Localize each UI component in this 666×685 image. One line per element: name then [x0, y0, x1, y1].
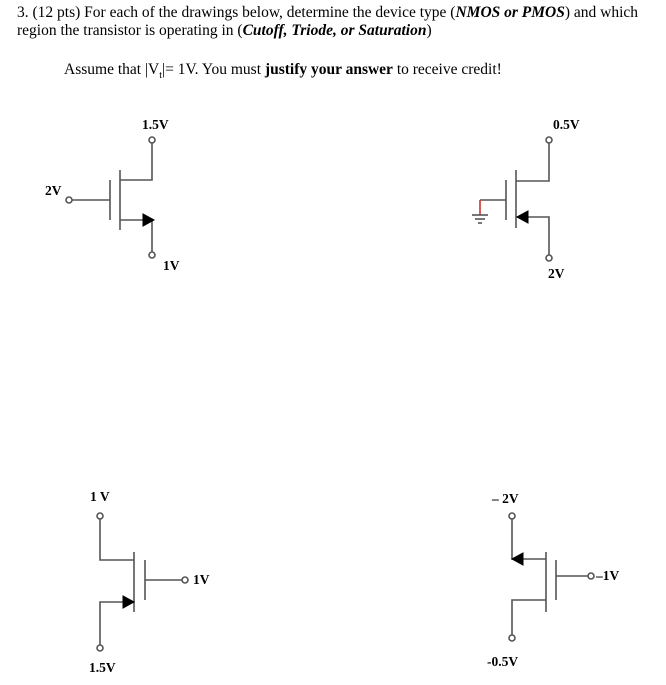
c3-bottom-voltage: 1.5V	[89, 660, 116, 675]
circuit-1	[66, 137, 155, 258]
c2-bottom-voltage: 2V	[548, 266, 565, 281]
operating-regions: Cutoff, Triode, or Saturation	[242, 22, 427, 39]
c4-gate-voltage: –1V	[596, 568, 620, 583]
c1-top-voltage: 1.5V	[142, 117, 169, 132]
question-number: 3.	[17, 4, 29, 21]
assumption-suffix: |= 1V. You must	[162, 61, 265, 78]
c3-gate-voltage: 1V	[193, 572, 210, 587]
question-text-b: ) and which region the transistor is operating in (	[17, 4, 639, 39]
assumption-emphasis: justify your answer	[264, 61, 393, 78]
circuit-2	[472, 137, 552, 261]
device-types: NMOS or PMOS	[455, 4, 565, 21]
circuit-3	[97, 513, 188, 651]
c4-top-voltage: – 2V	[492, 491, 519, 506]
assumption-subscript: t	[159, 70, 163, 82]
c1-gate-voltage: 2V	[45, 183, 62, 198]
c2-top-voltage: 0.5V	[553, 117, 580, 132]
assumption-end: to receive credit!	[392, 61, 502, 78]
circuit-4	[509, 513, 594, 641]
question-text-c: )	[426, 22, 432, 39]
c3-top-voltage: 1 V	[90, 489, 110, 504]
assumption-prefix: Assume that |V	[64, 61, 160, 78]
c1-bottom-voltage: 1V	[163, 258, 180, 273]
c4-bottom-voltage: -0.5V	[487, 654, 519, 669]
question-text-a: For each of the drawings below, determine the device type (	[84, 4, 456, 21]
question-points: (12 pts)	[32, 4, 81, 21]
